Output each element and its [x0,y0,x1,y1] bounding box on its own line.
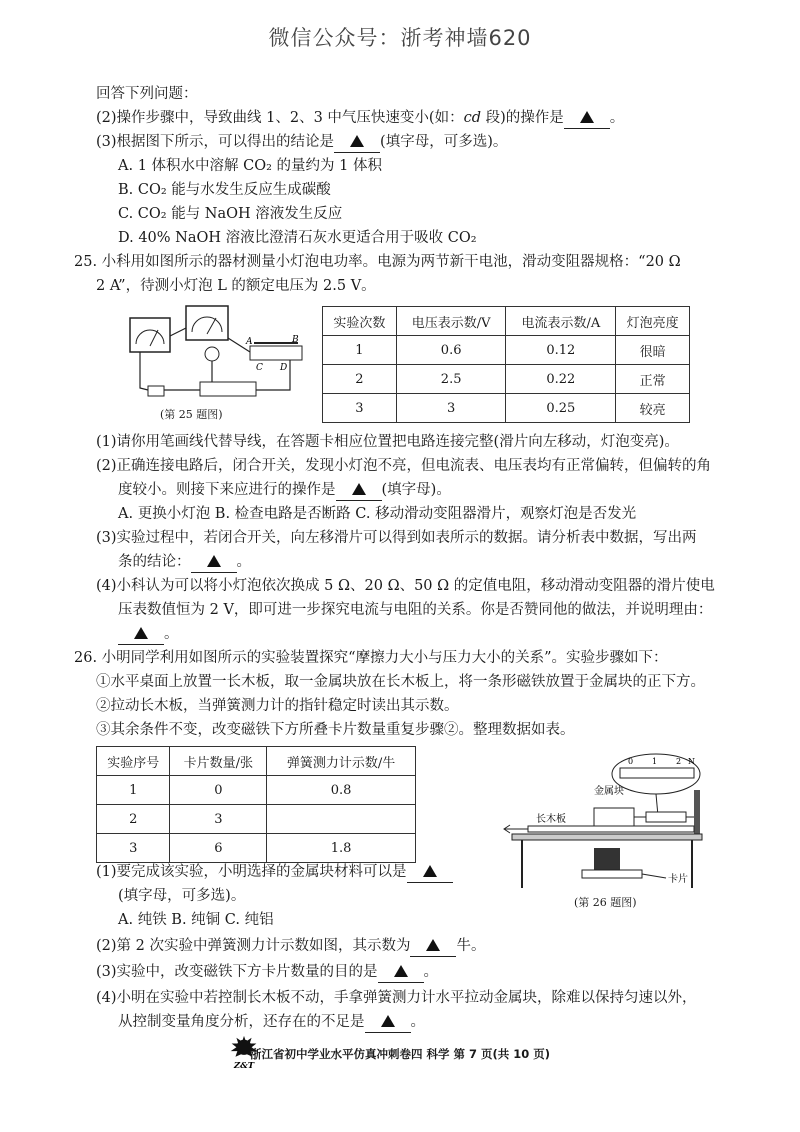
q25-part1: (1)请你用笔画线代替导线，在答题卡相应位置把电路连接完整(滑片向左移动，灯泡变亮)。 [96,434,679,450]
q25-part2-options: A. 更换小灯泡 B. 检查电路是否断路 C. 移动滑动变阻器滑片，观察灯泡是否发光 [118,506,637,522]
table-header: 实验序号 [97,747,170,776]
q25-part4-b: 压表数值恒为 2 V，即可进一步探究电流与电阻的关系。你是否赞同他的做法，并说明理由： [118,602,713,618]
label-d: D [280,363,288,373]
q25-part3-a: (3)实验过程中，若闭合开关，向左移滑片可以得到如表所示的数据。请分析表中数据，写出两 [96,530,697,546]
fig26-caption: (第 26 题图) [574,896,637,909]
long-board [528,826,694,832]
label-c: C [256,363,263,373]
svg-text:长木板: 长木板 [536,814,566,825]
table-top [512,834,702,840]
q25-stem-1: 25. 小科用如图所示的器材测量小灯泡电功率。电源为两节新干电池，滑动变阻器规格：“20 Ω [74,254,681,270]
svg-text:1: 1 [652,757,658,766]
svg-text:卡片: 卡片 [668,874,688,885]
q26-part3: (3)实验中，改变磁铁下方卡片数量的目的是 。 [96,962,438,983]
svg-text:2: 2 [676,757,682,766]
table-row: 3 3 0.25 较亮 [323,394,690,423]
answer-triangle-icon [134,627,148,639]
answer-triangle-icon [350,135,364,147]
answer-triangle-icon [381,1015,395,1027]
pull-arrow-icon [504,825,528,833]
ammeter-icon [130,318,170,352]
q25-part2-a: (2)正确连接电路后，闭合开关，发现小灯泡不亮，但电流表、电压表均有正常偏转，但偏转的角 [96,458,712,474]
table-row: 2 3 [97,805,416,834]
table-row: 1 0 0.8 [97,776,416,805]
q26-step3: ③其余条件不变，改变磁铁下方所叠卡片数量重复步骤②。整理数据如表。 [96,722,575,738]
q24-option-a: A. 1 体积水中溶解 CO₂ 的量约为 1 体积 [118,158,382,174]
q26-stem: 26. 小明同学利用如图所示的实验装置探究“摩擦力大小与压力大小的关系”。实验步骤如下： [74,650,668,666]
label-b: B [292,335,299,345]
svg-text:0: 0 [628,757,634,766]
fig25-caption: (第 25 题图) [160,408,223,421]
watermark-header: 微信公众号：浙考神墙620 [268,26,532,50]
q25-stem-2: 2 A”，待测小灯泡 L 的额定电压为 2.5 V。 [96,278,376,294]
table-header: 灯泡亮度 [616,307,690,336]
q26-step2: ②拉动长木板，当弹簧测力计的指针稳定时读出其示数。 [96,698,459,714]
q24-part3: (3)根据图下所示，可以得出的结论是 (填字母，可多选)。 [96,132,507,153]
voltmeter-icon [186,306,228,340]
spring-scale-icon [646,812,686,822]
table-header: 卡片数量/张 [170,747,267,776]
spring-scale-zoom [620,768,694,778]
metal-block [594,808,634,826]
table-row: 3 6 1.8 [97,834,416,863]
answer-triangle-icon [580,111,594,123]
bulb-icon [205,347,219,361]
magnet-icon [594,848,620,870]
q25-data-table [322,306,690,423]
page-footer: 浙江省初中学业水平仿真冲刺卷四 科学 第 7 页(共 10 页) [249,1047,551,1061]
answer-triangle-icon [352,483,366,495]
table-header: 电压表示数/V [396,307,506,336]
q24-option-c: C. CO₂ 能与 NaOH 溶液发生反应 [118,206,343,222]
q25-part4-c: 。 [118,624,179,645]
q24-part2: (2)操作步骤中，导致曲线 1、2、3 中气压快速变小(如：cd 段)的操作是 。 [96,108,624,129]
q26-part1-a: (1)要完成该实验，小明选择的金属块材料可以是 [96,862,453,883]
table-header: 弹簧测力计示数/牛 [267,747,416,776]
q25-part2-b: 度较小。则接下来应进行的操作是 (填字母)。 [118,480,451,501]
table-row: 1 0.6 0.12 很暗 [323,336,690,365]
circuit-figure [120,298,310,408]
table-row: 2 2.5 0.22 正常 [323,365,690,394]
wall [694,790,700,834]
friction-apparatus-figure [498,750,720,900]
battery-icon [200,382,256,396]
q25-part3-b: 条的结论： 。 [118,552,251,573]
table-header: 电流表示数/A [506,307,616,336]
answer-triangle-icon [394,965,408,977]
q26-step1: ①水平桌面上放置一长木板，取一金属块放在长木板上，将一条形磁铁放置于金属块的正下方。 [96,674,705,690]
q26-part1-options: A. 纯铁 B. 纯铜 C. 纯铝 [118,912,274,928]
q26-part4-a: (4)小明在实验中若控制长木板不动，手拿弹簧测力计水平拉动金属块，除难以保持匀速以外， [96,990,697,1006]
q26-part4-b: 从控制变量角度分析，还存在的不足是 。 [118,1012,425,1033]
svg-text:N: N [688,757,695,766]
label-a: A [246,337,253,347]
q25-part4-a: (4)小科认为可以将小灯泡依次换成 5 Ω、20 Ω、50 Ω 的定值电阻，移动滑动变阻器的滑片使电 [96,578,715,594]
cards-stack [582,870,642,878]
q26-part2: (2)第 2 次实验中弹簧测力计示数如图，其示数为 牛。 [96,936,485,957]
q26-data-table [96,746,416,863]
q26-part1-b: (填字母，可多选)。 [118,888,246,904]
answer-triangle-icon [426,939,440,951]
svg-text:Z&T: Z&T [233,1061,255,1072]
table-header: 实验次数 [323,307,397,336]
table-header-row [97,747,416,776]
q24-option-b: B. CO₂ 能与水发生反应生成碳酸 [118,182,331,198]
table-header-row [323,307,690,336]
svg-text:金属块: 金属块 [594,786,624,797]
switch-icon [148,386,164,396]
q24-option-d: D. 40% NaOH 溶液比澄清石灰水更适合用于吸收 CO₂ [118,230,477,246]
answer-triangle-icon [423,865,437,877]
rheostat-icon [250,346,302,360]
answer-triangle-icon [207,555,221,567]
q24-intro: 回答下列问题： [96,86,198,102]
